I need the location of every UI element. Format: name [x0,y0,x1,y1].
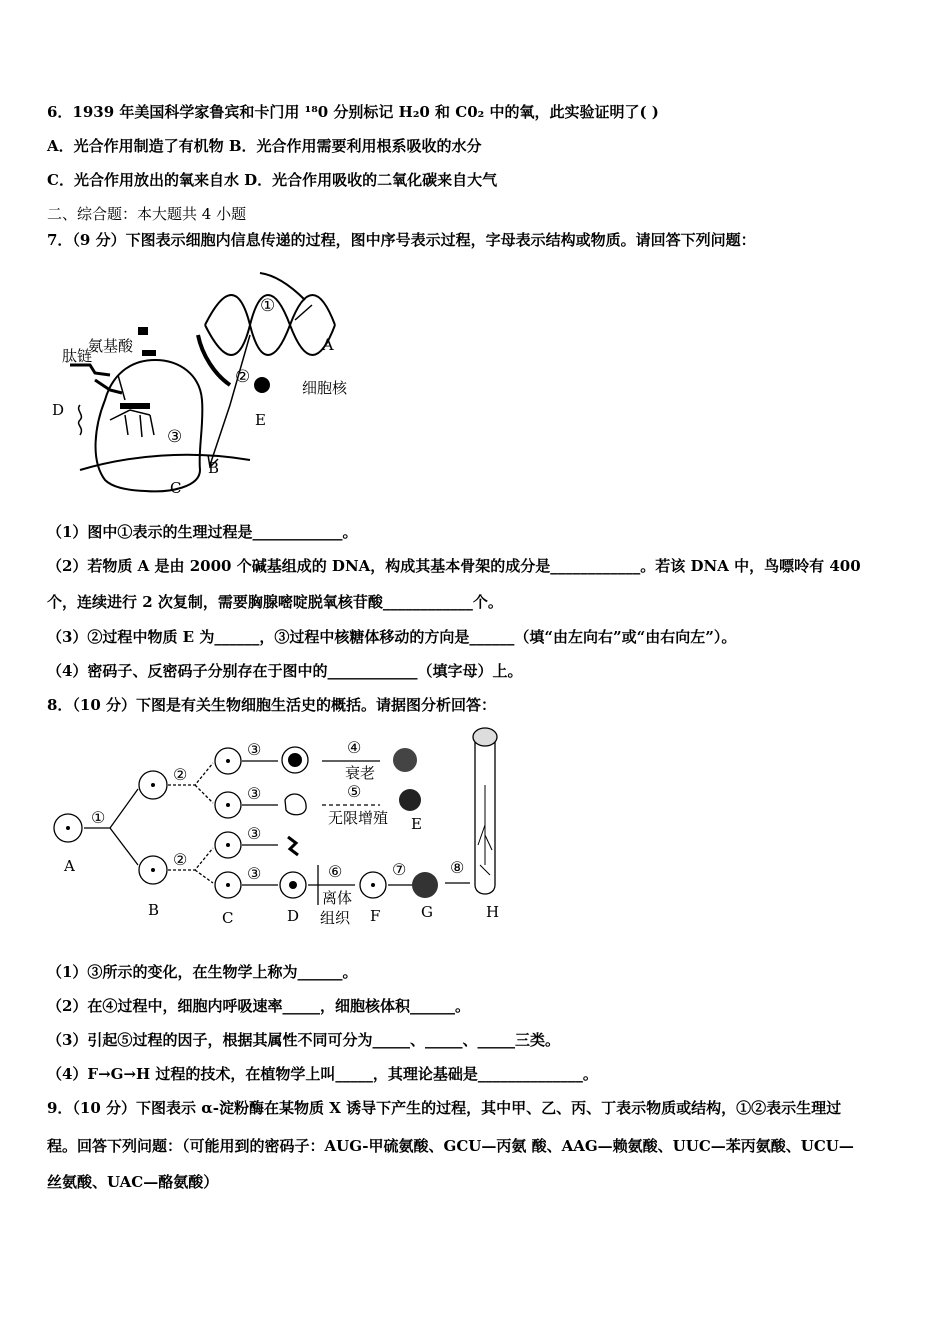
trna-molecule [120,403,150,409]
label-step-2b: ② [173,850,188,869]
label-cancer: 无限增殖 [328,809,389,827]
mrna-strand-b [80,455,250,470]
q7-sub2-line1: （2）若物质 A 是由 2000 个碱基组成的 DNA，构成其基本骨架的成分是____________。若该 DNA 中，鸟嘌呤有 400 [47,557,861,575]
label-c: C [222,909,234,927]
label-amino-acid: 氨基酸 [88,337,134,355]
trna-d [79,405,82,435]
q6-stem: 6．1939 年美国科学家鲁宾和卡门用 ¹⁸0 分别标记 H₂0 和 C0₂ 中的氧，此实验证明了( ) [47,103,659,121]
q6-options-cd: C．光合作用放出的氧来自水 D．光合作用吸收的二氧化碳来自大气 [47,171,498,189]
label-d: D [52,401,65,419]
q9-line2: 程。回答下列问题：（可能用到的密码子：AUG-甲硫氨酸、GCU—丙氨 酸、AAG—赖氨酸、UUC—苯丙氨酸、UCU— [47,1137,854,1155]
q8-figure [50,725,520,930]
label-a: A [64,857,75,875]
label-step-7: ⑦ [392,860,407,879]
q9-line3: 丝氨酸、UAC—酪氨酸） [47,1173,219,1191]
aging-cell [393,748,417,772]
q7-sub4: （4）密码子、反密码子分别存在于图中的____________（填字母）上。 [47,662,523,680]
peptide-chain [70,365,110,375]
label-e: E [411,815,422,833]
label-a: A [322,335,334,354]
ribosome-body [96,360,203,491]
label-b: B [148,901,160,919]
label-g: G [421,903,433,921]
cancer-cell-e [399,789,421,811]
label-f: F [370,907,381,925]
q7-stem: 7．（9 分）下图表示细胞内信息传递的过程，图中序号表示过程，字母表示结构或物质。请回答下列问题： [47,231,756,249]
q8-stem: 8．（10 分）下图是有关生物细胞生活史的概括。请据图分析回答： [47,696,497,714]
q7-sub1: （1）图中①表示的生理过程是____________。 [47,523,358,541]
nucleus-dark [288,753,302,767]
label-nucleus: 细胞核 [302,379,348,397]
label-d: D [287,907,300,925]
label-step-3d: ③ [247,864,262,883]
label-step-1: ① [260,296,276,316]
q7-sub2-line2: 个，连续进行 2 次复制，需要胸腺嘧啶脱氧核苷酸____________个。 [47,593,503,611]
label-detached: 离体 [322,889,353,907]
label-step-6: ⑥ [328,862,343,881]
q6-options-ab: A．光合作用制造了有机物 B．光合作用需要利用根系吸收的水分 [47,137,482,155]
rna-polymerase-e [254,377,270,393]
label-tissue: 组织 [320,909,351,927]
label-step-4: ④ [347,738,362,757]
label-step-5: ⑤ [347,782,362,801]
label-step-3b: ③ [247,784,262,803]
label-peptide: 肽链 [62,347,93,365]
label-step-2: ② [173,765,188,784]
label-e: E [255,411,266,429]
q7-sub3: （3）②过程中物质 E 为______，③过程中核糖体移动的方向是______（填“由左向右”或“由右向左”）。 [47,628,737,646]
label-step-3: ③ [167,427,183,447]
label-c: C [170,479,182,497]
section-heading: 二、综合题：本大题共 4 小题 [47,205,247,223]
q9-line1: 9．（10 分）下图表示 α-淀粉酶在某物质 X 诱导下产生的过程，其中甲、乙、丙、丁表示物质或结构，①②表示生理过 [47,1099,842,1117]
irregular-cell [285,794,306,815]
label-aging: 衰老 [345,764,376,782]
q7-figure [50,265,380,500]
label-step-3: ③ [247,740,262,759]
arrow-step-1 [84,789,138,865]
label-step-1: ① [91,808,106,827]
nerve-cell [288,837,298,855]
q8-sub3: （3）引起⑤过程的因子，根据其属性不同可分为_____、_____、_____三类。 [47,1031,560,1049]
label-step-8: ⑧ [450,858,465,877]
q8-sub1: （1）③所示的变化，在生物学上称为______。 [47,963,358,981]
amino-acid-block [138,327,148,335]
q8-sub4: （4）F→G→H 过程的技术，在植物学上叫_____，其理论基础是______________。 [47,1065,598,1083]
callus-g [412,872,438,898]
amino-acid-block [142,350,156,356]
label-step-2: ② [235,367,251,387]
q8-sub2: （2）在④过程中，细胞内呼吸速率_____，细胞核体积______。 [47,997,470,1015]
label-step-3c: ③ [247,824,262,843]
label-b: B [208,459,220,477]
label-h: H [486,903,500,921]
